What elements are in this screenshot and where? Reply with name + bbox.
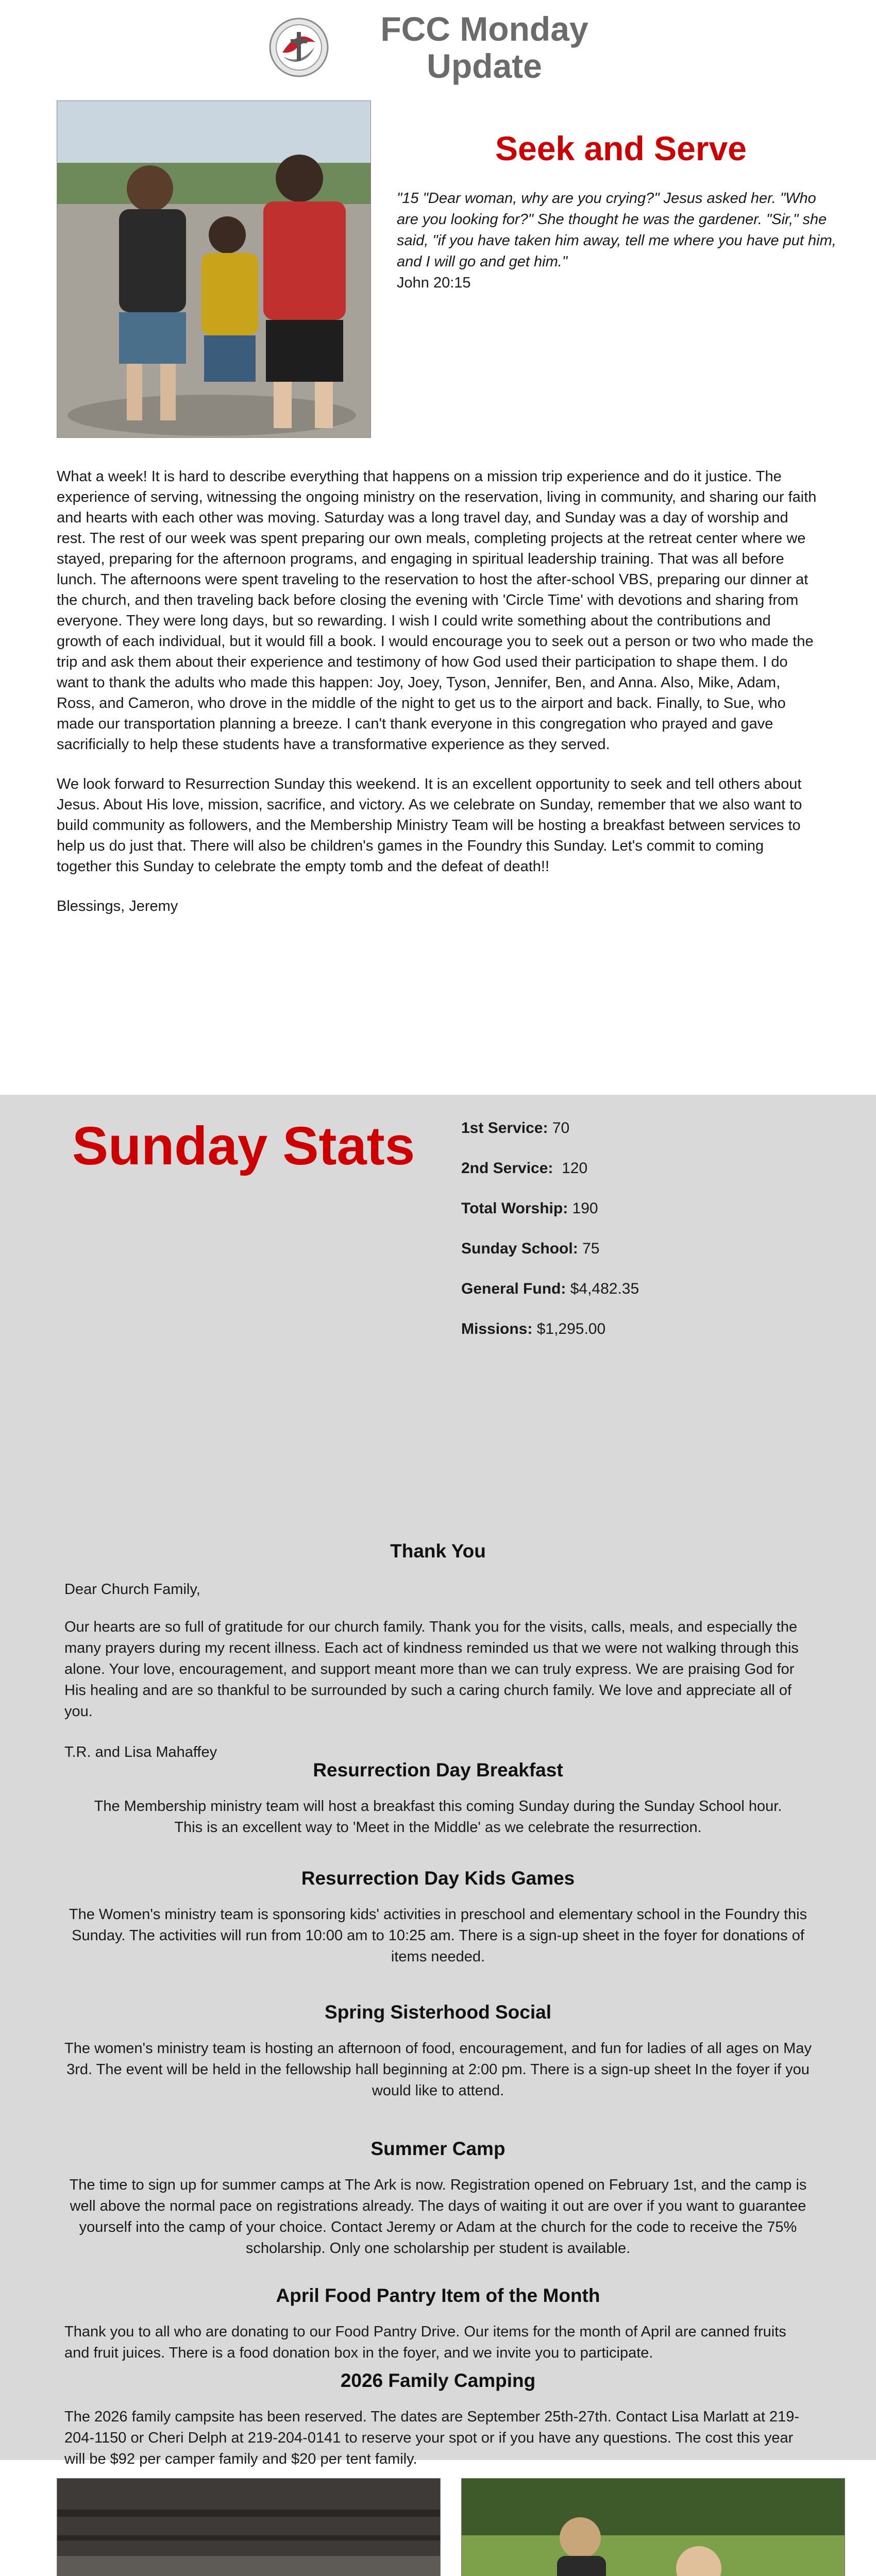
- family-camping-section: [64, 2370, 812, 2470]
- thank-you-greeting: Dear Church Family,: [64, 1581, 200, 1598]
- stat-label: 1st Service:: [461, 1120, 548, 1137]
- header: [0, 10, 876, 88]
- stats-list: [461, 1115, 822, 1357]
- scripture-reference: John 20:15: [397, 275, 471, 291]
- section-body: The 2026 family campsite has been reserved. The dates are September 25th-27th. Contact Lisa Marlatt at 219-204-1150 or Cheri Delph at 219-204-0141 to reserve your spot or if you have any questions. The cost this year will be $92 per camper family and $20 per tent family.: [64, 2409, 800, 2467]
- breakfast-section: [64, 1759, 812, 1838]
- stat-label: General Fund:: [461, 1280, 566, 1297]
- letter-paragraph: What a week! It is hard to describe everything that happens on a mission trip experience and do it justice. The experience of serving, witnessing the ongoing ministry on the reservation, living in community, and sharing our faith and hearts with each other was moving. Saturday was a long travel day, and Sunday was a day of worship and rest. The rest of our week was spent preparing our own meals, completing projects at the retreat center where we stayed, preparing for the afternoon programs, and engaging in spiritual leadership training. That was all before lunch. The afternoons were spent traveling to the reservation to host the after-school VBS, preparing our dinner at the church, and then traveling back before closing the evening with 'Circle Time' with devotions and sharing from everyone. They were long days, but so rewarding. I wish I could write something about the contributions and growth of each individual, but it would fill a book. I would encourage you to seek out a person or two who made the trip and ask them about their experience and testimony of how God used their participation to shape them. I do want to thank the adults who made this happen: Joy, Joey, Tyson, Jennifer, Ben, and Anna. Also, Mike, Adam, Ross, and Cameron, who drove in the middle of the night to get us to the airport and back. Finally, to Sue, who made our transportation planning a breeze. I can't thank everyone in this congregation who prayed and gave sacrificially to help these students have a transformative experience as they served.: [57, 468, 817, 753]
- sisterhood-section: [64, 2002, 812, 2102]
- section-body: The women's ministry team is hosting an afternoon of food, encouragement, and fun for ladies of all ages on May 3rd. The event will be held in the fellowship hall beginning at 2:00 pm. There is a sign-up sheet In the foyer if you would like to attend.: [64, 2040, 812, 2099]
- section-heading: Resurrection Day Kids Games: [301, 1868, 575, 1889]
- section-body: The Membership ministry team will host a breakfast this coming Sunday during the Sunday School hour. This is an excellent way to 'Meet in the Middle' as we celebrate the resurrection.: [94, 1798, 782, 1836]
- pastor-letter: [57, 466, 819, 936]
- stat-value: 120: [562, 1160, 588, 1177]
- spark-kids-photo: [461, 2478, 845, 2576]
- stat-value: 190: [572, 1200, 598, 1217]
- section-heading: Summer Camp: [370, 2138, 506, 2159]
- summer-camp-section: [64, 2138, 812, 2259]
- stat-value: 75: [582, 1240, 600, 1257]
- stat-label: Total Worship:: [461, 1200, 568, 1217]
- stats-title: Sunday Stats: [72, 1116, 415, 1176]
- thank-you-signature: T.R. and Lisa Mahaffey: [64, 1744, 217, 1760]
- spark-kids-photo-image: [462, 2479, 845, 2576]
- stat-row: [461, 1115, 822, 1141]
- thank-you-body: Our hearts are so full of gratitude for our church family. Thank you for the visits, calls, meals, and especially the many prayers during my recent illness. Each act of kindness reminded us that we were not walking through this alone. Your love, encouragement, and support meant more than we can truly express. We are praising God for His healing and are so thankful to be surrounded by such a caring church family. We love and appreciate all of you.: [64, 1619, 799, 1720]
- church-logo-icon: [268, 16, 330, 78]
- section-heading: Thank You: [390, 1540, 486, 1562]
- title-line-2: Update: [427, 47, 542, 85]
- section-body: Thank you to all who are donating to our Food Pantry Drive. Our items for the month of April are canned fruits and fruit juices. There is a food donation box in the foyer, and we invite you to participate.: [64, 2324, 786, 2361]
- thank-you-section: [64, 1540, 812, 1763]
- section-heading: Spring Sisterhood Social: [325, 2002, 551, 2023]
- stat-label: 2nd Service:: [461, 1160, 553, 1177]
- stat-row: [461, 1196, 822, 1222]
- section-heading: 2026 Family Camping: [340, 2370, 536, 2391]
- letter-paragraph: We look forward to Resurrection Sunday this weekend. It is an excellent opportunity to seek and tell others about Jesus. About His love, mission, sacrifice, and victory. As we celebrate on Sunday, remember that we also want to build community as followers, and the Membership Ministry Team will be hosting a breakfast between services to help us do just that. There will also be children's games in the Foundry this Sunday. Let's commit to coming together this Sunday to celebrate the empty tomb and the defeat of death!!: [57, 776, 802, 875]
- stat-label: Sunday School:: [461, 1240, 578, 1257]
- section-body: The Women's ministry team is sponsoring kids' activities in preschool and elementary school in the Foundry this Sunday. The activities will run from 10:00 am to 10:25 am. There is a sign-up sheet in the foyer for donations of items needed.: [69, 1906, 807, 1965]
- kids-games-section: [64, 1868, 812, 1968]
- stat-row: [461, 1156, 822, 1181]
- hero-title: Seek and Serve: [495, 129, 747, 167]
- stat-value: $4,482.35: [570, 1280, 639, 1297]
- section-body: The time to sign up for summer camps at The Ark is now. Registration opened on February 1st, and the camp is well above the normal pace on registrations already. The days of waiting it out are over if you want to guarantee yourself into the camp of your choice. Contact Jeremy or Adam at the church for the code to receive the 75% scholarship. Only one scholarship per student is available.: [69, 2177, 807, 2257]
- scripture-quote: [397, 188, 840, 294]
- stat-row: [461, 1236, 822, 1262]
- mission-trip-photo: [57, 100, 371, 438]
- stat-value: $1,295.00: [536, 1320, 606, 1337]
- announcements-panel: [0, 1095, 876, 2467]
- title-line-1: FCC Monday: [380, 10, 588, 48]
- stat-value: 70: [552, 1120, 570, 1137]
- mission-trip-photo-image: [57, 101, 371, 438]
- scripture-text: "15 "Dear woman, why are you crying?" Jesus asked her. "Who are you looking for?" She thought he was the gardener. "Sir," she said, "if you have taken him away, tell me where you have put him, and I will go and get him.": [397, 190, 836, 270]
- stat-row: [461, 1276, 822, 1302]
- stat-row: [461, 1316, 822, 1342]
- food-pantry-section: [64, 2285, 812, 2364]
- section-heading: April Food Pantry Item of the Month: [276, 2285, 600, 2306]
- foundry-group-photo: [57, 2478, 441, 2576]
- letter-signature: Blessings, Jeremy: [57, 898, 178, 914]
- section-heading: Resurrection Day Breakfast: [313, 1759, 563, 1781]
- newsletter-title: [340, 10, 629, 84]
- foundry-group-photo-image: [57, 2479, 441, 2576]
- stat-label: Missions:: [461, 1320, 533, 1337]
